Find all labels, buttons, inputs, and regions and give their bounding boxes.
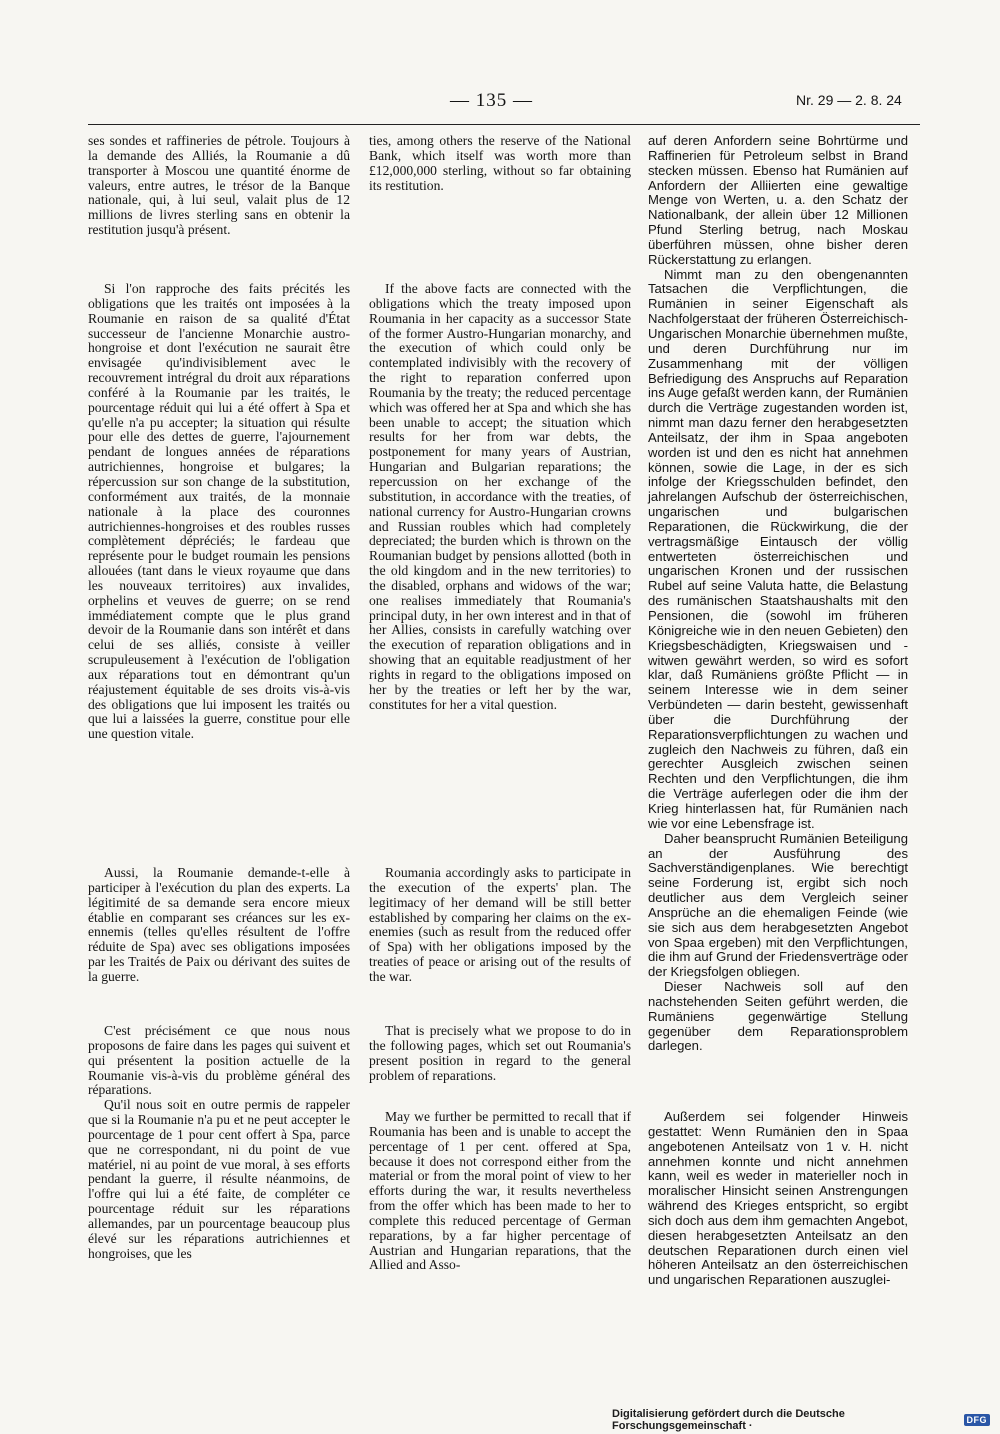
- header-rule: [88, 124, 920, 125]
- english-paragraph: That is precisely what we propose to do in the following pages, which set out Roumania's present position in regard to the general problem of reparations.: [369, 1023, 631, 1083]
- french-block-3: [88, 866, 350, 985]
- english-block-4: [369, 1024, 631, 1083]
- issue-date: Nr. 29 — 2. 8. 24: [796, 92, 902, 108]
- german-block-2: [648, 1110, 908, 1288]
- english-paragraph: If the above facts are connected with the obligations which the treaty imposed upon Roumania in her capacity as a successor State of the former Austro-Hungarian monarchy, and the execution of which could only be contemplated indivisibly with the recovery of the right to reparation conferred upon Roumania by the treaty; the reduced percentage which was offered her at Spa and which she has been unable to accept; the situation which results for her from war debts, the postponement for many years of Austrian, Hungarian and Bulgarian reparations; the repercussion on her exchange of the substitution, in accordance with the treaties, of national currency for Austro-Hungarian crowns and Russian roubles which had completely depreciated; the burden which is thrown on the Roumanian budget by pensions allotted (both in the old kingdom and in the new territories) to the disabled, orphans and widows of the war; one realises immediately that Roumania's principal duty, in her own interest and in that of her Allies, consists in carefully watching over the execution of reparation obligations and in showing that an equitable readjustment of her rights in regard to the obligations imposed on her by the treaties or left her by the war, constitutes for her a vital question.: [369, 281, 631, 712]
- digitization-credit: [612, 1408, 990, 1432]
- credit-text: Digitalisierung gefördert durch die Deutsche Forschungsgemeinschaft ·: [612, 1408, 845, 1432]
- german-paragraph: Daher beansprucht Rumänien Beteiligung an der Ausführung des Sachverständigenplanes. Wie berechtigt seine Forderung ist, ergibt sich noch deutlicher aus dem Vergleich seiner Ansprüche an die ehemaligen Feinde (wie sie sich aus dem herabgesetzten Angebot von Spaa ergeben) mit den Verpflichtungen, die ihm auf Grund der Friedensverträge oder der Kriegsfolgen obliegen.: [648, 830, 908, 980]
- french-paragraph: ses sondes et raffineries de pétrole. Toujours à la demande des Alliés, la Roumanie a dû transporter à Moscou une quantité énorme de valeurs, entre autres, le trésor de la Banque nationale, qui, à lui seul, valait plus de 12 millions de livres sterling sans en obtenir la restitution jusqu'à présent.: [88, 133, 350, 238]
- french-paragraph: C'est précisément ce que nous nous proposons de faire dans les pages qui suivent et qui présentent la position actuelle de la Roumanie vis-à-vis du problème général des réparations.: [88, 1023, 350, 1098]
- french-block-2: [88, 282, 350, 742]
- french-block-1: [88, 134, 350, 238]
- english-paragraph: ties, among others the reserve of the National Bank, which itself was worth more than £12,000,000 sterling, without so far obtaining its restitution.: [369, 133, 631, 193]
- german-paragraph: Nimmt man zu den obengenannten Tatsachen die Verpflichtungen, die Rumänien in seiner Eigenschaft als Nachfolgerstaat der früheren Österreichisch-Ungarischen Monarchie übernehmen mußte, und deren Durchführung nur im Zusammenhang mit der völligen Befriedigung des Anspruchs auf Reparation ins Auge gefaßt werden kann, der Rumänien durch die Verträge zugestanden worden ist, nimmt man dazu ferner den herabgesetzten Anteilsatz, der ihm in Spaa angeboten worden ist und den es nicht hat annehmen können, sowie die Lage, in der es sich infolge der Kriegsschulden befindet, den jahrelangen Aufschub der österreichischen, ungarischen und bulgarischen Reparationen, die Rückwirkung, die der vertragsmäßige Eintausch der völlig entwerteten österreichischen und ungarischen Kronen und der russischen Rubel auf seine Valuta hatte, die Belastung des rumänischen Staatshaushalts mit den Pensionen, die (sowohl im früheren Königreiche wie in den neuen Gebieten) den Kriegsbeschädigten, Kriegswaisen und -witwen gewährt werden, so wird es sofort klar, daß Rumäniens größte Pflicht — in seinem Interesse wie in dem seiner Verbündeten — darin besteht, gewissenhaft über die Durchführung der Reparationsverpflichtungen zu wachen und zugleich den Nachweis zu führen, daß ein gerechter Ausgleich zwischen seinen Rechten und den Verpflichtungen, die ihm die Verträge auferlegen oder die ihm der Krieg hinterlassen hat, für Rumänien nach wie vor eine Lebensfrage ist.: [648, 266, 908, 831]
- dfg-logo: DFG: [964, 1414, 991, 1426]
- french-paragraph: Aussi, la Roumanie demande-t-elle à participer à l'exécution du plan des experts. La légitimité de sa demande sera encore mieux établie en comparant ses créances sur les ex-ennemis (telles qu'elles résultent de l'offre réduite de Spa) avec ses obligations imposées par les Traités de Paix ou dérivant des suites de la guerre.: [88, 865, 350, 984]
- english-block-1: [369, 134, 631, 193]
- english-block-3: [369, 866, 631, 985]
- english-paragraph: Roumania accordingly asks to participate in the execution of the experts' plan. The legitimacy of her demand will be still better established by comparing her claims on the ex-enemies (such as result from the reduced offer of Spa) with her obligations imposed by the treaties of peace or arising out of the results of the war.: [369, 865, 631, 984]
- french-paragraph: Si l'on rapproche des faits précités les obligations que les traités ont imposées à la Roumanie en raison de sa qualité d'État successeur de l'ancienne Monarchie austro-hongroise et dont l'exécution ne saurait être envisagée qu'indivisiblement avec le recouvrement intrégral du droit aux réparations conféré à la Roumanie par les traités, le pourcentage réduit qui lui a été offert à Spa et qu'elle n'a pu accepter; la situation qui résulte pour elle des dettes de guerre, l'ajournement pendant de longues années de réparations autrichiennes, hongroise et bulgares; la répercussion sur son change de la substitution, conformément aux traités, de la monnaie nationale à la place des couronnes autrichiennes-hongroises et des roubles russes complètement dépréciés; le fardeau que représente pour le budget roumain les pensions allouées (tant dans le vieux royaume que dans les nouveaux territoires) aux invalides, orphelins et veuves de guerre; on se rend immédiatement compte que le plus grand devoir de la Roumanie dans son intérêt et dans celui de ses alliés, consiste à veiller scrupuleusement à l'exécution de l'obligation aux réparations tout en démontrant qu'un réajustement équitable de ses droits vis-à-vis des obligations que lui imposent les traités ou que lui a laissées la guerre, constitue pour elle une question vitale.: [88, 281, 350, 742]
- french-paragraph: Qu'il nous soit en outre permis de rappeler que si la Roumanie n'a pu et ne peut accepter le pourcentage de 1 pour cent offert à Spa, parce que ne correspondant, ni du point de vue matériel, ni au point de vue moral, à ses efforts pendant la guerre, il résulte néanmoins, de l'offre qui lui a été faite, de compléter ce pourcentage réduit sur les réparations allemandes, par un pourcentage beaucoup plus élevé sur les réparations autrichiennes et hongroises, que les: [88, 1097, 350, 1261]
- english-paragraph: May we further be permitted to recall that if Roumania has been and is unable to accept the percentage of 1 per cent. offered at Spa, because it does not correspond either from the material or from the moral point of view to her efforts during the war, it results nevertheless from the offer which has been made to her to complete this reduced percentage of German reparations, by a far higher percentage of Austrian and Hungarian reparations, that the Allied and Asso-: [369, 1109, 631, 1273]
- german-paragraph: Dieser Nachweis soll auf den nachstehenden Seiten geführt werden, die Rumäniens gegenwärtige Stellung gegenüber dem Reparationsproblem darlegen.: [648, 979, 908, 1054]
- german-paragraph: Außerdem sei folgender Hinweis gestattet: Wenn Rumänien den in Spaa angebotenen Anteilsatz von 1 v. H. nicht annehmen konnte und nicht annehmen kann, weil es weder in materieller noch in moralischer Hinsicht seinen Anstrengungen während des Krieges entspricht, so ergibt sich doch aus dem ihm gemachten Angebot, diesen herabgesetzten Anteilsatz an den deutschen Reparationen durch einen viel höheren Anteilsatz an den österreichischen und ungarischen Reparationen auszuglei-: [648, 1109, 908, 1288]
- page-number: — 135 —: [450, 90, 533, 111]
- english-block-5: [369, 1110, 631, 1273]
- german-paragraph: auf deren Anfordern seine Bohrtürme und Raffinerien für Petroleum selbst in Brand stecken müssen. Ebenso hat Rumänien auf Anfordern der Alliierten eine gewaltige Menge von Werten, u. a. den Schatz der Nationalbank, der allein über 12 Millionen Pfund Sterling betrug, nach Moskau überführen müssen, ohne bisher deren Rückerstattung zu erlangen.: [648, 133, 908, 267]
- french-block-4: [88, 1024, 350, 1262]
- english-block-2: [369, 282, 631, 712]
- german-block-1: [648, 134, 908, 1054]
- page-header: [0, 90, 1000, 116]
